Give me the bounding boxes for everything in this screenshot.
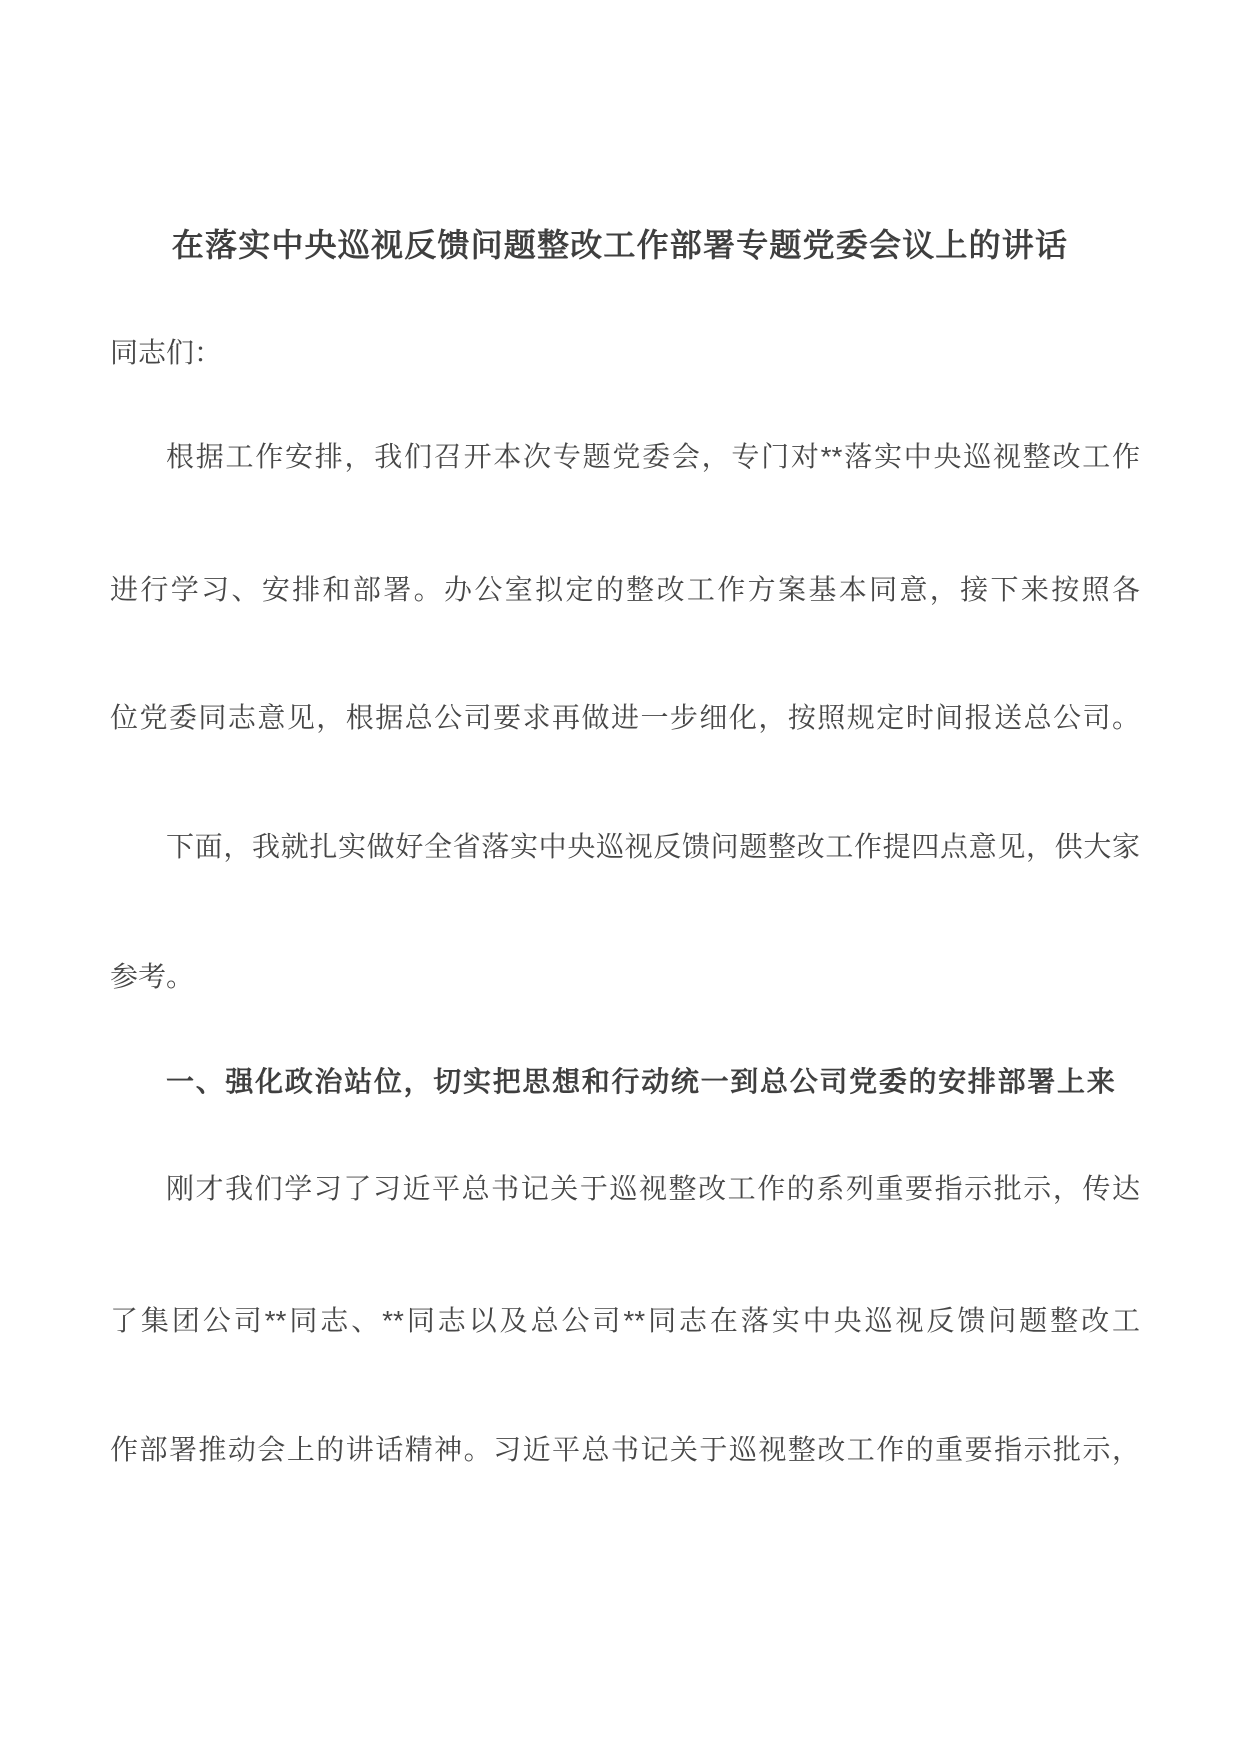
paragraph-line: 根据工作安排，我们召开本次专题党委会，专门对**落实中央巡视整改工作	[166, 441, 1140, 472]
paragraph-line: 了集团公司**同志、**同志以及总公司**同志在落实中央巡视反馈问题整改工	[110, 1305, 1140, 1336]
paragraph-line: 位党委同志意见，根据总公司要求再做进一步细化，按照规定时间报送总公司。	[110, 702, 1140, 733]
section-heading: 一、强化政治站位，切实把思想和行动统一到总公司党委的安排部署上来	[166, 1066, 1117, 1097]
paragraph-line: 进行学习、安排和部署。办公室拟定的整改工作方案基本同意，接下来按照各	[110, 574, 1140, 605]
paragraph-line: 参考。	[110, 961, 195, 992]
salutation-line: 同志们：	[110, 337, 223, 368]
paragraph-line: 下面，我就扎实做好全省落实中央巡视反馈问题整改工作提四点意见，供大家	[166, 831, 1140, 862]
paragraph-line: 作部署推动会上的讲话精神。习近平总书记关于巡视整改工作的重要指示批示，	[110, 1434, 1140, 1465]
document-title: 在落实中央巡视反馈问题整改工作部署专题党委会议上的讲话	[171, 227, 1069, 264]
paragraph-line: 刚才我们学习了习近平总书记关于巡视整改工作的系列重要指示批示，传达	[166, 1173, 1140, 1204]
document-body	[110, 0, 1140, 1754]
